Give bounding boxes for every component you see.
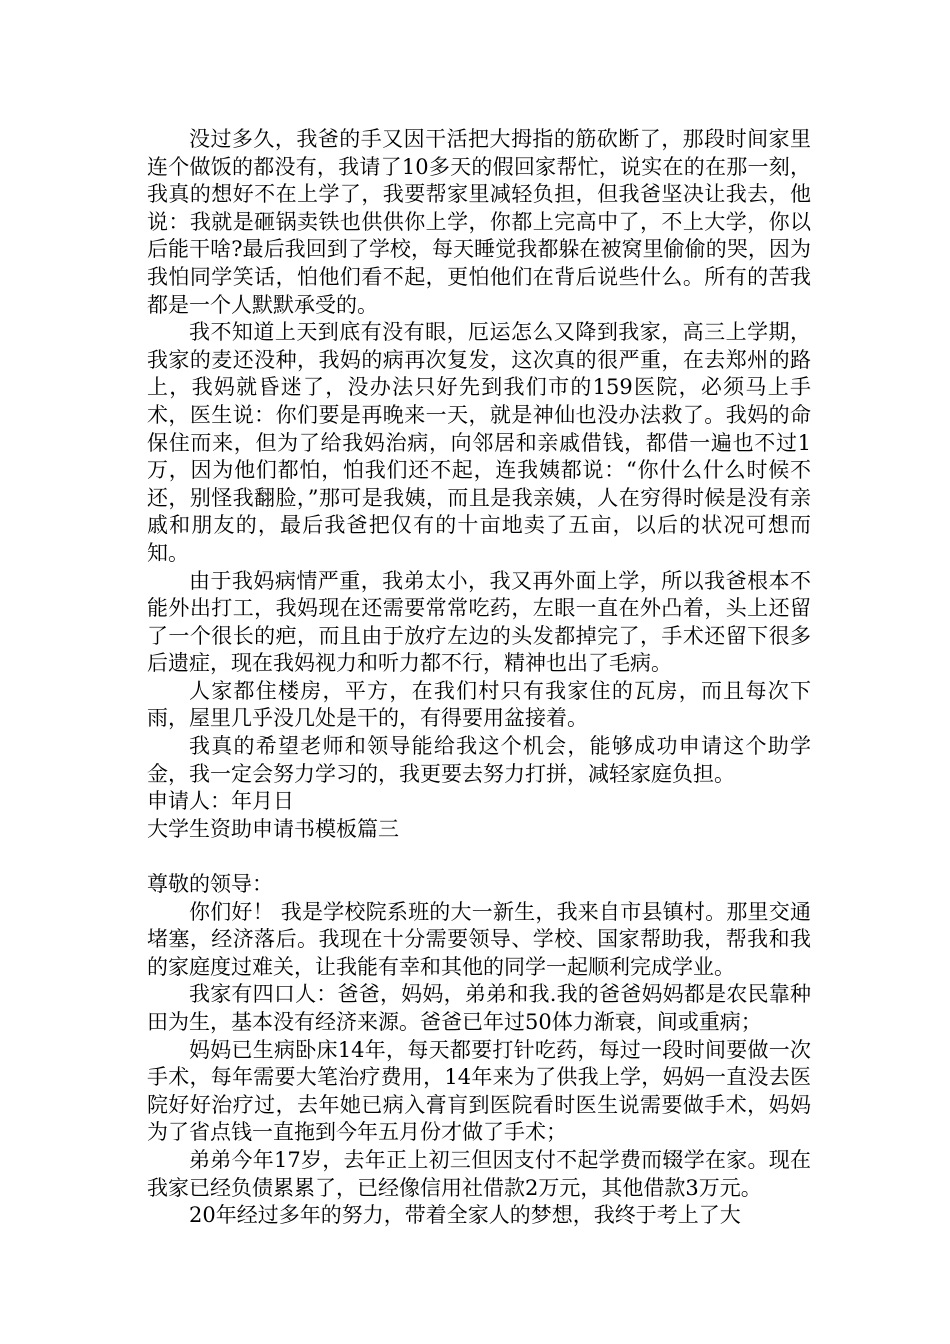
paragraph: 由于我妈病情严重，我弟太小，我又再外面上学，所以我爸根本不能外出打工，我妈现在还需要常常吃药，左眼一直在外凸着，头上还留了一个很长的疤，而且由于放疗左边的头发都掉完了，手术还留下很多后遗症，现在我妈视力和听力都不行，精神也出了毛病。 bbox=[147, 568, 811, 676]
blank-line bbox=[147, 843, 811, 871]
applicant-signature-line: 申请人：年月日 bbox=[147, 789, 294, 814]
paragraph: 妈妈已生病卧床14年，每天都要打针吃药，每过一段时间要做一次手术，每年需要大笔治疗费用，14年来为了供我上学，妈妈一直没去医院好好治疗过，去年她已病入膏肓到医院看时医生说需要做手术，妈妈为了省点钱一直拖到今年五月份才做了手术； bbox=[147, 1037, 811, 1145]
paragraph: 我真的希望老师和领导能给我这个机会，能够成功申请这个助学金，我一定会努力学习的，我更要去努力打拼，减轻家庭负担。 bbox=[147, 734, 811, 786]
paragraph: 弟弟今年17岁，去年正上初三但因支付不起学费而辍学在家。现在我家已经负债累累了，已经像信用社借款2万元，其他借款3万元。 bbox=[147, 1147, 811, 1200]
document-body bbox=[147, 126, 811, 1230]
paragraph: 我不知道上天到底有没有眼，厄运怎么又降到我家，高三上学期，我家的麦还没种，我妈的病再次复发，这次真的很严重，在去郑州的路上，我妈就昏迷了，没办法只好先到我们市的159医院，必须马上手术，医生说：你们要是再晚来一天，就是神仙也没办法救了。我妈的命保住而来，但为了给我妈治病，向邻居和亲戚借钱，都借一遍也不过1万，因为他们都怕，怕我们还不起，连我姨都说：“你什么什么时候不还，别怪我翻脸，”那可是我姨，而且是我亲姨，人在穷得时候是没有亲戚和朋友的，最后我爸把仅有的十亩地卖了五亩，以后的状况可想而知。 bbox=[147, 320, 811, 565]
section-title: 大学生资助申请书模板篇三 bbox=[147, 816, 399, 841]
paragraph: 人家都住楼房，平方，在我们村只有我家住的瓦房，而且每次下雨，屋里几乎没几处是干的，有得要用盆接着。 bbox=[147, 678, 811, 731]
paragraph: 20年经过多年的努力，带着全家人的梦想，我终于考上了大 bbox=[189, 1203, 741, 1228]
paragraph: 没过多久，我爸的手又因干活把大拇指的筋砍断了，那段时间家里连个做饭的都没有，我请了10多天的假回家帮忙，说实在的在那一刻，我真的想好不在上学了，我要帮家里减轻负担，但我爸坚决让我去，他说：我就是砸锅卖铁也供供你上学，你都上完高中了，不上大学，你以后能干啥?最后我回到了学校，每天睡觉我都躲在被窝里偷偷的哭，因为我怕同学笑话，怕他们看不起，更怕他们在背后说些什么。所有的苦我都是一个人默默承受的。 bbox=[147, 127, 811, 317]
paragraph: 我家有四口人：爸爸，妈妈，弟弟和我.我的爸爸妈妈都是农民靠种田为生，基本没有经济来源。爸爸已年过50体力渐衰，间或重病； bbox=[147, 982, 811, 1034]
salutation: 尊敬的领导： bbox=[147, 872, 273, 897]
paragraph: 你们好！ 我是学校院系班的大一新生，我来自市县镇村。那里交通堵塞，经济落后。我现在十分需要领导、学校、国家帮助我，帮我和我的家庭度过难关，让我能有幸和其他的同学一起顺利完成学业。 bbox=[147, 899, 811, 979]
